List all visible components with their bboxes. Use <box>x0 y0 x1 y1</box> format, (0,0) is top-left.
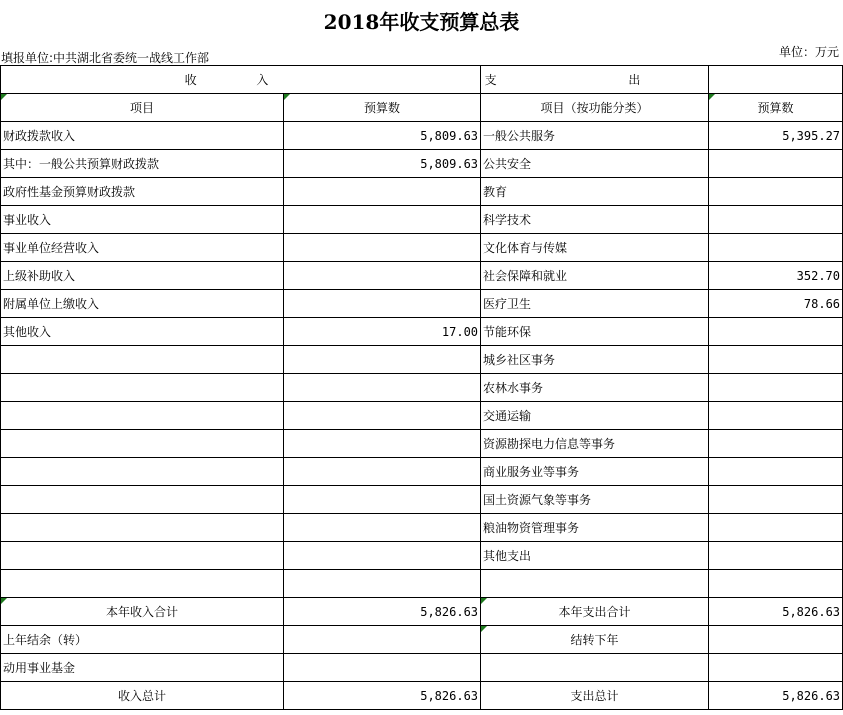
expense-value-cell[interactable] <box>709 542 843 570</box>
expense-section-blank[interactable] <box>709 66 843 94</box>
total-expense-value-cell[interactable]: 5,826.63 <box>709 598 843 626</box>
table-row <box>1 346 843 374</box>
total-expense-value-cell[interactable] <box>709 654 843 682</box>
page-title: 2018年收支预算总表 <box>323 10 520 34</box>
income-value-cell[interactable] <box>284 458 481 486</box>
table-row <box>1 570 843 598</box>
comment-marker-icon <box>481 598 487 604</box>
total-income-value-cell[interactable] <box>284 626 481 654</box>
expense-item-cell[interactable]: 其他支出 <box>481 542 709 570</box>
table-row <box>1 402 843 430</box>
expense-item-cell[interactable]: 公共安全 <box>481 150 709 178</box>
comment-marker-icon <box>481 626 487 632</box>
col-header-budget[interactable]: 预算数 <box>284 94 481 122</box>
total-income-item-cell[interactable]: 本年收入合计 <box>1 598 284 626</box>
expense-item-cell[interactable]: 国土资源气象等事务 <box>481 486 709 514</box>
income-item-cell[interactable]: 上级补助收入 <box>1 262 284 290</box>
reporting-unit: 填报单位:中共湖北省委统一战线工作部 <box>1 51 210 65</box>
expense-item-cell[interactable]: 城乡社区事务 <box>481 346 709 374</box>
total-income-value-cell[interactable] <box>284 654 481 682</box>
income-item-cell[interactable]: 事业单位经营收入 <box>1 234 284 262</box>
total-income-value-cell[interactable]: 5,826.63 <box>284 682 481 710</box>
total-expense-item-cell[interactable] <box>481 654 709 682</box>
expense-item-cell[interactable]: 农林水事务 <box>481 374 709 402</box>
total-income-value-cell[interactable]: 5,826.63 <box>284 598 481 626</box>
income-item-cell[interactable] <box>1 514 284 542</box>
total-expense-item-cell[interactable]: 本年支出合计 <box>481 598 709 626</box>
table-row <box>1 234 843 262</box>
income-item-cell[interactable] <box>1 542 284 570</box>
income-value-cell[interactable] <box>284 262 481 290</box>
comment-marker-icon <box>284 94 290 100</box>
expense-item-cell[interactable]: 商业服务业等事务 <box>481 458 709 486</box>
income-item-cell[interactable]: 其中：一般公共预算财政拨款 <box>1 150 284 178</box>
income-value-cell[interactable] <box>284 178 481 206</box>
comment-marker-icon <box>709 94 715 100</box>
table-row <box>1 178 843 206</box>
section-header-row <box>1 66 843 94</box>
income-value-cell[interactable] <box>284 346 481 374</box>
table-row <box>1 290 843 318</box>
table-row <box>1 542 843 570</box>
income-item-cell[interactable]: 财政拨款收入 <box>1 122 284 150</box>
income-item-cell[interactable] <box>1 570 284 598</box>
table-row <box>1 122 843 150</box>
total-row <box>1 598 843 626</box>
table-row <box>1 206 843 234</box>
expense-item-cell[interactable]: 医疗卫生 <box>481 290 709 318</box>
expense-value-cell[interactable] <box>709 206 843 234</box>
total-income-item-cell[interactable]: 上年结余（转） <box>1 626 284 654</box>
table-row <box>1 458 843 486</box>
income-value-cell[interactable] <box>284 486 481 514</box>
expense-value-cell[interactable] <box>709 318 843 346</box>
income-section-header[interactable]: 收 入 <box>1 66 481 94</box>
total-income-item-cell[interactable]: 收入总计 <box>1 682 284 710</box>
total-expense-value-cell[interactable] <box>709 626 843 654</box>
income-item-cell[interactable]: 其他收入 <box>1 318 284 346</box>
unit-label: 单位：万元 <box>778 45 839 59</box>
expense-value-cell[interactable] <box>709 458 843 486</box>
income-item-cell[interactable]: 附属单位上缴收入 <box>1 290 284 318</box>
income-item-cell[interactable] <box>1 430 284 458</box>
expense-item-cell[interactable]: 节能环保 <box>481 318 709 346</box>
total-expense-item-cell[interactable]: 支出总计 <box>481 682 709 710</box>
expense-value-cell[interactable] <box>709 486 843 514</box>
comment-marker-icon <box>1 94 7 100</box>
expense-value-cell[interactable]: 78.66 <box>709 290 843 318</box>
income-value-cell[interactable]: 5,809.63 <box>284 122 481 150</box>
expense-value-cell[interactable] <box>709 374 843 402</box>
total-expense-value-cell[interactable]: 5,826.63 <box>709 682 843 710</box>
income-value-cell[interactable]: 17.00 <box>284 318 481 346</box>
income-item-cell[interactable]: 政府性基金预算财政拨款 <box>1 178 284 206</box>
total-row <box>1 654 843 682</box>
total-income-item-cell[interactable]: 动用事业基金 <box>1 654 284 682</box>
total-row <box>1 626 843 654</box>
expense-item-cell[interactable]: 科学技术 <box>481 206 709 234</box>
income-item-cell[interactable] <box>1 458 284 486</box>
table-row <box>1 150 843 178</box>
expense-value-cell[interactable] <box>709 402 843 430</box>
expense-item-cell[interactable]: 文化体育与传媒 <box>481 234 709 262</box>
col-header-item[interactable]: 项目 <box>1 94 284 122</box>
table-row <box>1 514 843 542</box>
table-row <box>1 262 843 290</box>
expense-section-header[interactable]: 支 出 <box>481 66 709 94</box>
expense-value-cell[interactable] <box>709 150 843 178</box>
income-value-cell[interactable] <box>284 374 481 402</box>
income-value-cell[interactable] <box>284 542 481 570</box>
table-row <box>1 486 843 514</box>
income-item-cell[interactable] <box>1 486 284 514</box>
income-item-cell[interactable] <box>1 346 284 374</box>
col-header-budget2[interactable]: 预算数 <box>709 94 843 122</box>
comment-marker-icon <box>1 598 7 604</box>
income-value-cell[interactable] <box>284 402 481 430</box>
income-value-cell[interactable] <box>284 290 481 318</box>
income-item-cell[interactable] <box>1 374 284 402</box>
expense-value-cell[interactable] <box>709 178 843 206</box>
table-row <box>1 374 843 402</box>
income-item-cell[interactable] <box>1 402 284 430</box>
budget-table <box>0 65 843 710</box>
expense-value-cell[interactable] <box>709 346 843 374</box>
expense-value-cell[interactable] <box>709 234 843 262</box>
income-value-cell[interactable] <box>284 234 481 262</box>
income-value-cell[interactable] <box>284 206 481 234</box>
expense-item-cell[interactable]: 交通运输 <box>481 402 709 430</box>
expense-item-cell[interactable]: 粮油物资管理事务 <box>481 514 709 542</box>
income-value-cell[interactable] <box>284 570 481 598</box>
expense-value-cell[interactable] <box>709 570 843 598</box>
table-row <box>1 430 843 458</box>
total-row <box>1 682 843 710</box>
col-header-item-func[interactable]: 项目（按功能分类） <box>481 94 709 122</box>
expense-item-cell[interactable] <box>481 570 709 598</box>
total-expense-item-cell[interactable]: 结转下年 <box>481 626 709 654</box>
expense-item-cell[interactable]: 社会保障和就业 <box>481 262 709 290</box>
income-value-cell[interactable] <box>284 514 481 542</box>
expense-value-cell[interactable]: 352.70 <box>709 262 843 290</box>
income-value-cell[interactable]: 5,809.63 <box>284 150 481 178</box>
table-row <box>1 318 843 346</box>
income-item-cell[interactable]: 事业收入 <box>1 206 284 234</box>
expense-value-cell[interactable]: 5,395.27 <box>709 122 843 150</box>
expense-value-cell[interactable] <box>709 430 843 458</box>
income-value-cell[interactable] <box>284 430 481 458</box>
expense-item-cell[interactable]: 教育 <box>481 178 709 206</box>
column-header-row <box>1 94 843 122</box>
expense-value-cell[interactable] <box>709 514 843 542</box>
expense-item-cell[interactable]: 资源勘探电力信息等事务 <box>481 430 709 458</box>
expense-item-cell[interactable]: 一般公共服务 <box>481 122 709 150</box>
